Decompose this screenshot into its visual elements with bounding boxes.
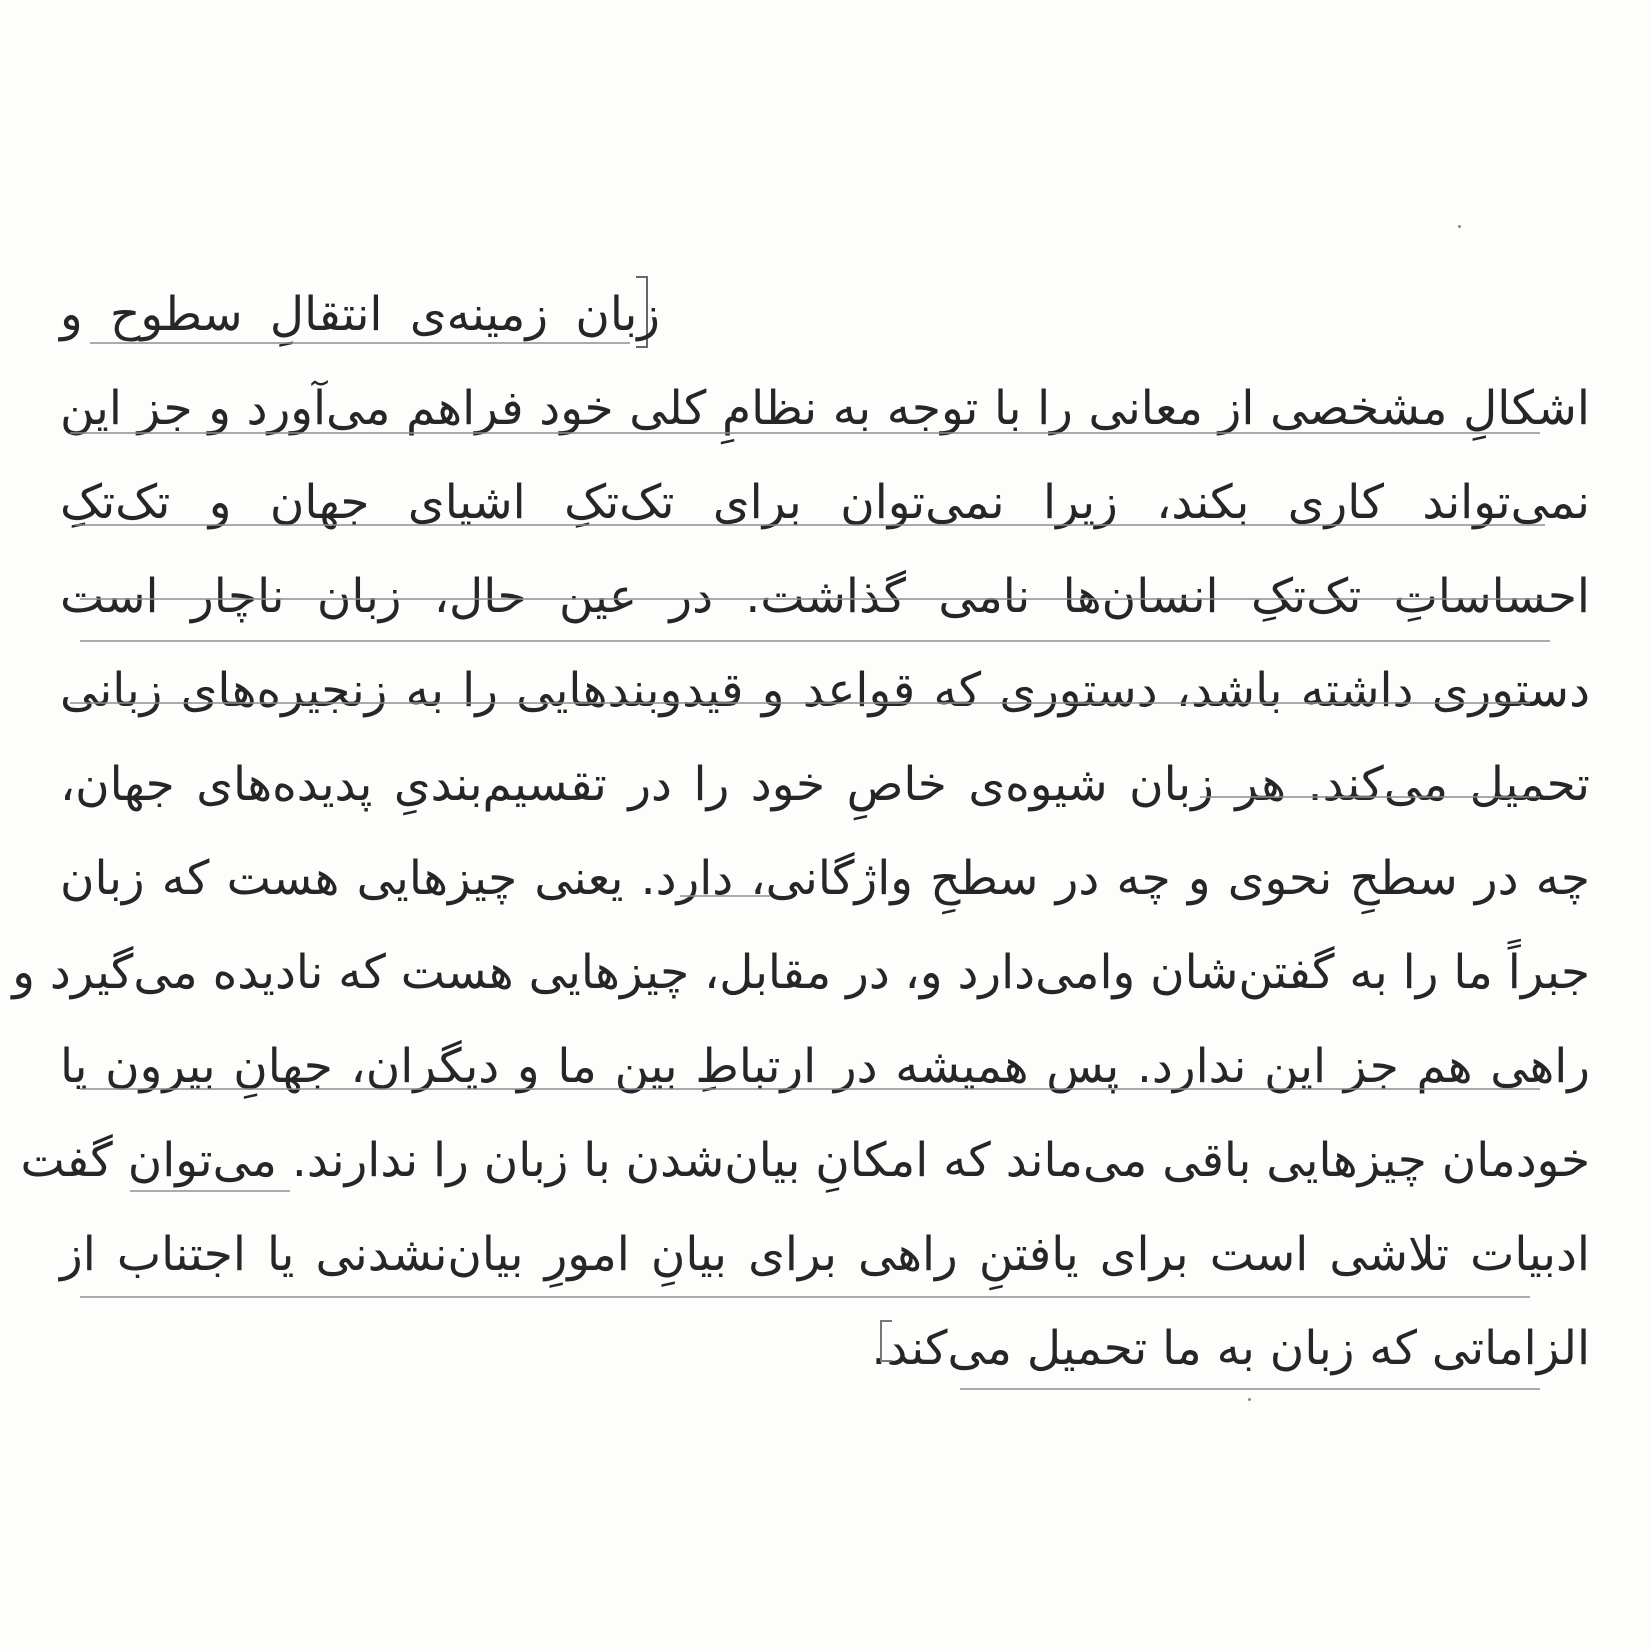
text-line-4[interactable]: احساساتِ تک‌تکِ انسان‌ها نامی گذاشت. در عین حال، زبان ناچار است: [60, 569, 1590, 624]
text-line-12[interactable]: الزاماتی که زبان به ما تحمیل می‌کند.: [871, 1321, 1590, 1376]
stray-dot: [1458, 225, 1461, 228]
text-line-6[interactable]: تحمیل می‌کند. هر زبان شیوه‌ی خاصِ خود را در تقسیم‌بندیِ پدیده‌های جهان،: [60, 757, 1590, 812]
text-line-2[interactable]: اشکالِ مشخصی از معانی را با توجه به نظامِ کلی خود فراهم می‌آورد و جز این: [60, 381, 1590, 436]
text-line-11[interactable]: ادبیات تلاشی است برای یافتنِ راهی برای بیانِ امورِ بیان‌نشدنی یا اجتناب از: [60, 1227, 1590, 1282]
paragraph: [12, 268, 1590, 1396]
stray-dot: [1248, 1398, 1251, 1401]
text-line-3[interactable]: نمی‌تواند کاری بکند، زیرا نمی‌توان برای تک‌تکِ اشیای جهان و تک‌تکِ: [60, 475, 1590, 530]
text-line-8[interactable]: جبراً ما را به گفتن‌شان وامی‌دارد و، در مقابل، چیزهایی هست که نادیده می‌گیرد و: [12, 945, 1590, 1000]
text-line-5[interactable]: دستوری داشته باشد، دستوری که قواعد و قیدوبندهایی را به زنجیره‌های زبانی: [60, 663, 1590, 718]
pencil-bracket-close-mark: [880, 1320, 892, 1362]
text-line-9[interactable]: راهی هم جز این ندارد. پس همیشه در ارتباطِ بین ما و دیگران، جهانِ بیرون یا: [60, 1039, 1590, 1094]
text-line-1[interactable]: زبان زمینه‌ی انتقالِ سطوح و: [60, 287, 660, 342]
text-line-7[interactable]: چه در سطحِ نحوی و چه در سطحِ واژگانی، دارد. یعنی چیزهایی هست که زبان: [60, 851, 1590, 906]
text-line-10[interactable]: خودمان چیزهایی باقی می‌ماند که امکانِ بیان‌شدن با زبان را ندارند. می‌توان گفت: [20, 1133, 1590, 1188]
